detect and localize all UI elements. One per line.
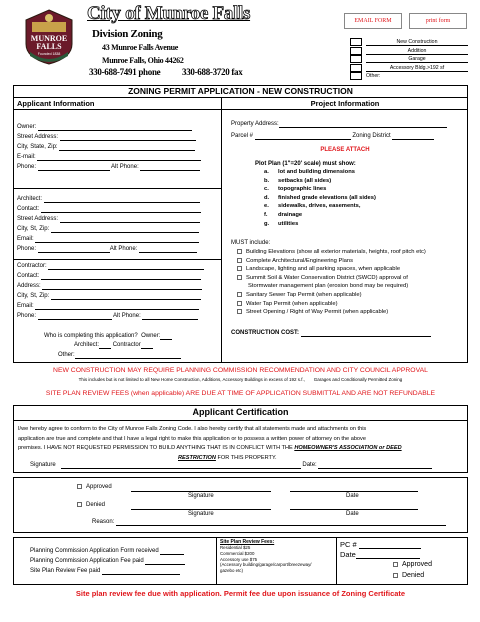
label-addition: Addition (366, 48, 468, 55)
bottom-approved-checkbox[interactable] (393, 562, 398, 567)
notice-planning-sub: This includes but is not limited to all New Home Construction, Additions, Accessory Buildings in excess of 192 s.f., Garages and Conditionally Permitted Zoning (78, 377, 403, 382)
must-include-continuation: Stormwater management plan (erosion bond may be required) (248, 283, 409, 290)
city-field[interactable] (59, 145, 195, 151)
plot-plan-item-key: g. (264, 220, 270, 227)
must-include-text: Building Elevations (show all exterior materials, heights, roof pitch etc) (246, 249, 426, 256)
property-address-label: Property Address: (231, 121, 279, 127)
plot-plan-item (264, 169, 376, 178)
zoning-label: Zoning District (352, 133, 391, 139)
bottom-date-label: Date (340, 550, 356, 559)
site-plan-fee-item: Accessory use $75 (220, 556, 258, 562)
denied-checkbox[interactable] (77, 502, 82, 507)
logo-text: MUNROE (30, 34, 68, 43)
certification-heading: Applicant Certification (192, 407, 289, 417)
signature-field[interactable] (61, 463, 301, 469)
plot-plan-item (264, 195, 376, 204)
plot-plan-item-text: lot and building dimensions (278, 169, 355, 175)
contractor-phone-field[interactable] (38, 314, 112, 320)
phone-field[interactable] (38, 165, 110, 171)
must-include-checkbox[interactable] (237, 275, 242, 280)
must-include-item (237, 266, 465, 275)
site-plan-fee-item: Commercial $200 (220, 550, 255, 556)
site-plan-fees-list (220, 545, 312, 574)
who-other-label: Other: (58, 352, 75, 358)
contractor-city-label: City, St, Zip: (17, 293, 50, 299)
label-new-construction: New Construction (366, 39, 468, 46)
architect-alt-label: Alt Phone: (109, 246, 138, 252)
plot-plan-item (264, 203, 376, 212)
pc-received-field[interactable] (160, 549, 184, 555)
plot-plan-item (264, 221, 376, 230)
must-include-text: Landscape, lighting and all parking spaces, when applicable (246, 266, 401, 273)
bottom-denied-label: Denied (402, 572, 425, 579)
approved-label: Approved (86, 484, 112, 491)
please-attach: PLEASE ATTACH (320, 147, 370, 153)
must-include-list (237, 249, 465, 318)
plot-plan-item-key: e. (264, 203, 269, 210)
city-seal-logo (22, 8, 76, 66)
who-contractor-label: Contractor (112, 342, 141, 348)
plot-plan-item (264, 186, 376, 195)
must-include-checkbox[interactable] (237, 249, 242, 254)
must-include-item (237, 249, 465, 258)
plot-plan-item-text: sidewalks, drives, easements, (278, 203, 361, 210)
approved-checkbox[interactable] (77, 484, 82, 489)
pc-number-field[interactable] (359, 541, 421, 549)
architect-city-field[interactable] (51, 227, 199, 233)
plot-plan-item-key: c. (264, 186, 269, 193)
checkbox-other[interactable] (350, 72, 362, 80)
reason-label: Reason: (92, 519, 115, 525)
phone: 330-688-7491 phone (89, 67, 161, 77)
reason-field[interactable] (116, 520, 446, 526)
property-address-field[interactable] (279, 122, 447, 128)
site-fee-label: Site Plan Review Fee paid (30, 568, 101, 574)
must-include-text: Complete Architectural/Engineering Plans (246, 257, 353, 264)
applicant-heading: Applicant Information (17, 99, 95, 108)
pc-fee-label: Planning Commission Application Fee paid (30, 558, 144, 564)
construction-cost-field[interactable] (301, 331, 431, 337)
must-include-checkbox[interactable] (237, 292, 242, 297)
contractor-field[interactable] (48, 264, 204, 270)
must-include-item (237, 275, 465, 284)
contractor-email-label: Email: (17, 303, 34, 309)
contractor-alt-field[interactable] (142, 314, 198, 320)
site-plan-fees-title: Site Plan Review Fees: (220, 539, 275, 545)
architect-label: Architect: (17, 196, 43, 202)
must-include-heading: MUST include: (231, 240, 271, 246)
pc-fee-field[interactable] (145, 559, 185, 565)
print-form-button[interactable]: print form (409, 13, 467, 29)
must-include-text: Street Opening / Right of Way Permit (when applicable) (246, 309, 389, 316)
bottom-denied-checkbox[interactable] (393, 573, 398, 578)
pc-received-label: Planning Commission Application Form received (30, 548, 159, 554)
pc-number-label: PC # (340, 540, 357, 549)
owner-field[interactable] (38, 125, 192, 131)
plot-plan-item (264, 178, 376, 187)
plot-plan-list (264, 169, 376, 229)
signature-label: Signature (30, 462, 56, 468)
alt-phone-field[interactable] (140, 165, 200, 171)
denied-label: Denied (86, 502, 106, 509)
architect-street-field[interactable] (60, 217, 200, 223)
notice-planning: NEW CONSTRUCTION MAY REQUIRE PLANNING COMMISSION RECOMMENDATION AND CITY COUNCIL APPROVAL (53, 367, 428, 374)
approved-date-label: Date (346, 493, 359, 499)
must-include-item (237, 301, 465, 310)
checkbox-addition[interactable] (350, 47, 362, 55)
site-plan-fee-item: (Accessory building/garage/carport/breezeway/ (220, 562, 312, 568)
who-owner-field[interactable] (160, 334, 172, 340)
bottom-date-field[interactable] (356, 551, 420, 559)
plot-plan-item-text: drainage (278, 211, 303, 218)
construction-type-list (350, 38, 472, 82)
plot-plan-item-text: finished grade elevations (all sides) (278, 194, 376, 201)
contractor-contact-field[interactable] (41, 274, 201, 280)
fax: 330-688-3720 fax (182, 67, 243, 77)
who-contractor-field[interactable] (141, 343, 153, 349)
date-field[interactable] (318, 463, 432, 469)
must-include-text: Sanitary Sewer Tap Permit (when applicable) (246, 292, 362, 298)
notice-fees: SITE PLAN REVIEW FEES (when applicable) ARE DUE AT TIME OF APPLICATION SUBMITTAL AND ARE NOT REFUNDABLE (45, 390, 436, 397)
architect-field[interactable] (44, 197, 200, 203)
alt-phone-label: Alt Phone: (111, 164, 139, 170)
contractor-contact-label: Contact: (17, 273, 40, 279)
must-include-item (237, 292, 465, 301)
logo-founded: Founded 1838 (37, 52, 61, 56)
must-include-item (237, 258, 465, 267)
plot-plan-item-key: a. (264, 169, 269, 175)
checkbox-new-construction[interactable] (350, 38, 362, 46)
who-owner-label: Owner: (141, 333, 161, 339)
parcel-label: Parcel # (231, 133, 254, 139)
date-label: Date: (302, 462, 317, 468)
contractor-label: Contractor: (17, 263, 47, 269)
plot-plan-heading: Plot Plan (1"=20' scale) must show: (255, 161, 356, 167)
city-name: City of Munroe Falls (87, 3, 251, 24)
contact-label: Contact: (17, 206, 40, 212)
must-include-checkbox[interactable] (237, 309, 242, 314)
checkbox-accessory[interactable] (350, 64, 362, 72)
who-architect-field[interactable] (99, 343, 111, 349)
checkbox-garage[interactable] (350, 55, 362, 63)
plot-plan-item-key: f. (264, 211, 268, 218)
project-heading: Project Information (310, 99, 380, 108)
contractor-city-field[interactable] (51, 294, 201, 300)
label-other: Other: (366, 73, 381, 79)
label-garage: Garage (366, 56, 468, 63)
contractor-phone-label: Phone: (17, 313, 37, 319)
site-plan-fee-item: gazebo etc) (220, 568, 243, 574)
must-include-checkbox[interactable] (237, 266, 242, 271)
who-other-field[interactable] (75, 353, 181, 359)
street-label: Street Address: (17, 134, 59, 140)
form-title: ZONING PERMIT APPLICATION - NEW CONSTRUCTION (128, 86, 353, 96)
plot-plan-item (264, 212, 376, 221)
contractor-email-field[interactable] (35, 304, 199, 310)
bottom-approved-label: Approved (402, 561, 432, 568)
who-architect-label: Architect: (74, 342, 100, 348)
parcel-field[interactable] (255, 134, 351, 140)
architect-alt-field[interactable] (139, 247, 197, 253)
construction-cost-label: CONSTRUCTION COST: (231, 330, 299, 336)
plot-plan-item-key: b. (264, 177, 270, 184)
email-form-button[interactable]: EMAIL FORM (344, 13, 402, 29)
email-label: E-mail: (17, 154, 36, 160)
logo-text-2: FALLS (36, 42, 62, 51)
architect-email-field[interactable] (35, 237, 199, 243)
denied-date-label: Date (346, 511, 359, 517)
plot-plan-item-text: utilities (278, 220, 299, 227)
contractor-address-label: Address: (17, 283, 41, 289)
contractor-alt-label: Alt Phone: (113, 313, 141, 319)
address-line-2: Munroe Falls, Ohio 44262 (102, 56, 184, 65)
denied-signature-label: Signature (188, 511, 214, 517)
plot-plan-item-text: topographic lines (278, 186, 327, 193)
owner-label: Owner: (17, 124, 37, 130)
contractor-address-field[interactable] (42, 284, 202, 290)
zoning-field[interactable] (392, 134, 434, 140)
architect-phone-label: Phone: (17, 246, 37, 252)
site-plan-fee-item: Residential $25 (220, 545, 251, 550)
who-label: Who is completing this application? (44, 333, 138, 339)
city-label: City, State, Zip: (17, 144, 58, 150)
plot-plan-item-text: setbacks (all sides) (278, 177, 332, 184)
contact-field[interactable] (41, 207, 201, 213)
must-include-checkbox[interactable] (237, 258, 242, 263)
must-include-text: Summit Soil & Water Conservation District (SWCD) approval of (246, 274, 408, 281)
division-name: Division Zoning (92, 28, 163, 40)
approved-signature-label: Signature (188, 493, 214, 499)
architect-city-label: City, St, Zip: (17, 226, 50, 232)
certification-text: I/we hereby agree to conform to the City of Munroe Falls Zoning Code. I also hereby certify that all statements made and attachments on this application are true and complete and that I have a legal right to make this application or to possess a written power of attorney on the above premises. I HAVE NOT REQUESTED PERMISSION TO BUILD ANYTHING THAT IS IN CONFLICT WITH THE HOMEOWNER'S ASSOCIATION or DEED RESTRICTION FOR THIS PROPERTY. (18, 426, 402, 461)
plot-plan-item-key: d. (264, 194, 270, 201)
must-include-text: Water Tap Permit (when applicable) (246, 300, 338, 307)
label-accessory: Accessory Bldg.>192 sf (366, 65, 468, 72)
architect-street-label: Street Address: (17, 216, 59, 222)
must-include-item (237, 309, 465, 318)
architect-phone-field[interactable] (38, 247, 110, 253)
phone-label: Phone: (17, 164, 37, 170)
site-fee-field[interactable] (102, 569, 180, 575)
architect-email-label: Email: (17, 236, 34, 242)
address-line-1: 43 Munroe Falls Avenue (102, 43, 178, 52)
must-include-checkbox[interactable] (237, 301, 242, 306)
footer-notice: Site plan review fee due with application. Permit fee due upon issuance of Zoning Certificate (75, 589, 406, 598)
street-field[interactable] (60, 135, 196, 141)
email-field[interactable] (37, 155, 201, 161)
